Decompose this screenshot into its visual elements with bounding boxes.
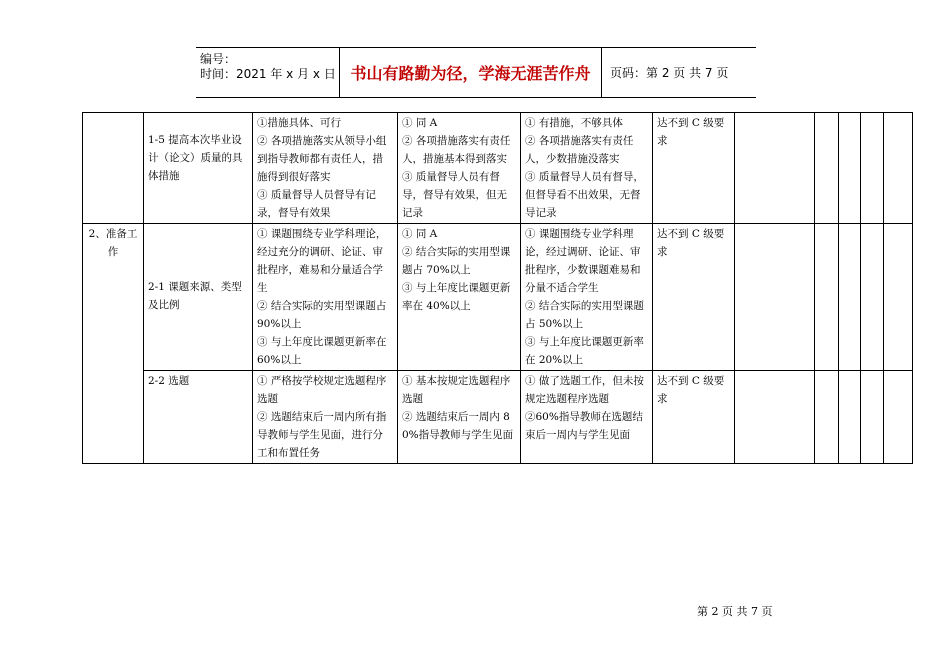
empty-cell bbox=[735, 113, 815, 224]
header-motto: 书山有路勤为径，学海无涯苦作舟 bbox=[350, 64, 591, 83]
section-cell: 2、准备工作 bbox=[83, 224, 144, 464]
criterion-line: ① 同 A bbox=[402, 228, 438, 240]
criterion-line: ② 结合实际的实用型课题占 50%以上 bbox=[525, 300, 644, 330]
criterion-line: ① 有措施，不够具体 bbox=[525, 117, 623, 129]
table-row bbox=[83, 224, 913, 371]
grade-c-cell bbox=[521, 224, 653, 371]
grade-d-cell: 达不到 C 级要求 bbox=[653, 371, 735, 464]
evaluation-table bbox=[82, 112, 913, 464]
empty-cell bbox=[839, 113, 861, 224]
empty-cell bbox=[884, 371, 913, 464]
item-cell: 2-1 课题来源、类型及比例 bbox=[144, 224, 253, 371]
criterion-line: ② 结合实际的实用型课题占 70%以上 bbox=[402, 246, 511, 276]
page-footer: 第 2 页 共 7 页 bbox=[697, 605, 773, 618]
empty-cell bbox=[735, 371, 815, 464]
criterion-line: ② 选题结束后一周内 80%指导教师与学生见面 bbox=[402, 411, 514, 441]
document-number-label: 编号： bbox=[200, 52, 237, 66]
criterion-line: ①措施具体、可行 bbox=[257, 117, 341, 129]
criterion-line: ② 结合实际的实用型课题占 90%以上 bbox=[257, 300, 387, 330]
header-divider bbox=[601, 48, 602, 97]
section-cell bbox=[83, 113, 144, 224]
empty-cell bbox=[861, 224, 884, 371]
item-cell: 1-5 提高本次毕业设计（论文）质量的具体措施 bbox=[144, 113, 253, 224]
criterion-line: ② 各项措施落实从领导小组到指导教师都有责任人，措施得到很好落实 bbox=[257, 135, 387, 183]
header-meta bbox=[200, 52, 336, 82]
criterion-line: ② 各项措施落实有责任人，措施基本得到落实 bbox=[402, 135, 511, 165]
grade-b-cell bbox=[398, 224, 521, 371]
grade-d-cell: 达不到 C 级要求 bbox=[653, 224, 735, 371]
grade-c-cell bbox=[521, 113, 653, 224]
item-cell: 2-2 选题 bbox=[144, 371, 253, 464]
grade-a-cell bbox=[253, 224, 398, 371]
criterion-line: ① 做了选题工作，但未按规定选题程序选题 bbox=[525, 375, 644, 405]
criterion-line: ③ 与上年度比课题更新率在 40%以上 bbox=[402, 282, 511, 312]
criterion-line: ③ 质量督导人员有督导，督导有效果，但无记录 bbox=[402, 171, 507, 219]
header-page-info: 页码：第 2 页 共 7 页 bbox=[610, 66, 729, 80]
empty-cell bbox=[815, 113, 839, 224]
table-row bbox=[83, 371, 913, 464]
empty-cell bbox=[884, 224, 913, 371]
criterion-line: ②60%指导教师在选题结束后一周内与学生见面 bbox=[525, 411, 643, 441]
criterion-line: ① 同 A bbox=[402, 117, 438, 129]
empty-cell bbox=[839, 224, 861, 371]
document-date: 时间：2021 年 x 月 x 日 bbox=[200, 67, 336, 81]
grade-d-cell: 达不到 C 级要求 bbox=[653, 113, 735, 224]
criterion-line: ③ 与上年度比课题更新率在 20%以上 bbox=[525, 336, 644, 366]
criterion-line: ① 基本按规定选题程序选题 bbox=[402, 375, 511, 405]
page-header bbox=[196, 47, 756, 98]
grade-b-cell bbox=[398, 371, 521, 464]
criterion-line: ① 严格按学校规定选题程序选题 bbox=[257, 375, 387, 405]
empty-cell bbox=[884, 113, 913, 224]
grade-a-cell bbox=[253, 113, 398, 224]
empty-cell bbox=[815, 224, 839, 371]
criterion-line: ② 选题结束后一周内所有指导教师与学生见面，进行分工和布置任务 bbox=[257, 411, 387, 459]
criterion-line: ③ 与上年度比课题更新率在 60%以上 bbox=[257, 336, 387, 366]
criterion-line: ② 各项措施落实有责任人，少数措施没落实 bbox=[525, 135, 634, 165]
table-row bbox=[83, 113, 913, 224]
grade-a-cell bbox=[253, 371, 398, 464]
criterion-line: ① 课题围绕专业学科理论，经过充分的调研、论证、审批程序，难易和分量适合学生 bbox=[257, 228, 387, 294]
empty-cell bbox=[839, 371, 861, 464]
empty-cell bbox=[815, 371, 839, 464]
criterion-line: ③ 质量督导人员督导有记录，督导有效果 bbox=[257, 189, 376, 219]
empty-cell bbox=[735, 224, 815, 371]
grade-b-cell bbox=[398, 113, 521, 224]
criterion-line: ③ 质量督导人员有督导，但督导看不出效果，无督导记录 bbox=[525, 171, 644, 219]
empty-cell bbox=[861, 371, 884, 464]
empty-cell bbox=[861, 113, 884, 224]
criterion-line: ① 课题围绕专业学科理论，经过调研、论证、审批程序，少数课题难易和分量不适合学生 bbox=[525, 228, 641, 294]
grade-c-cell bbox=[521, 371, 653, 464]
